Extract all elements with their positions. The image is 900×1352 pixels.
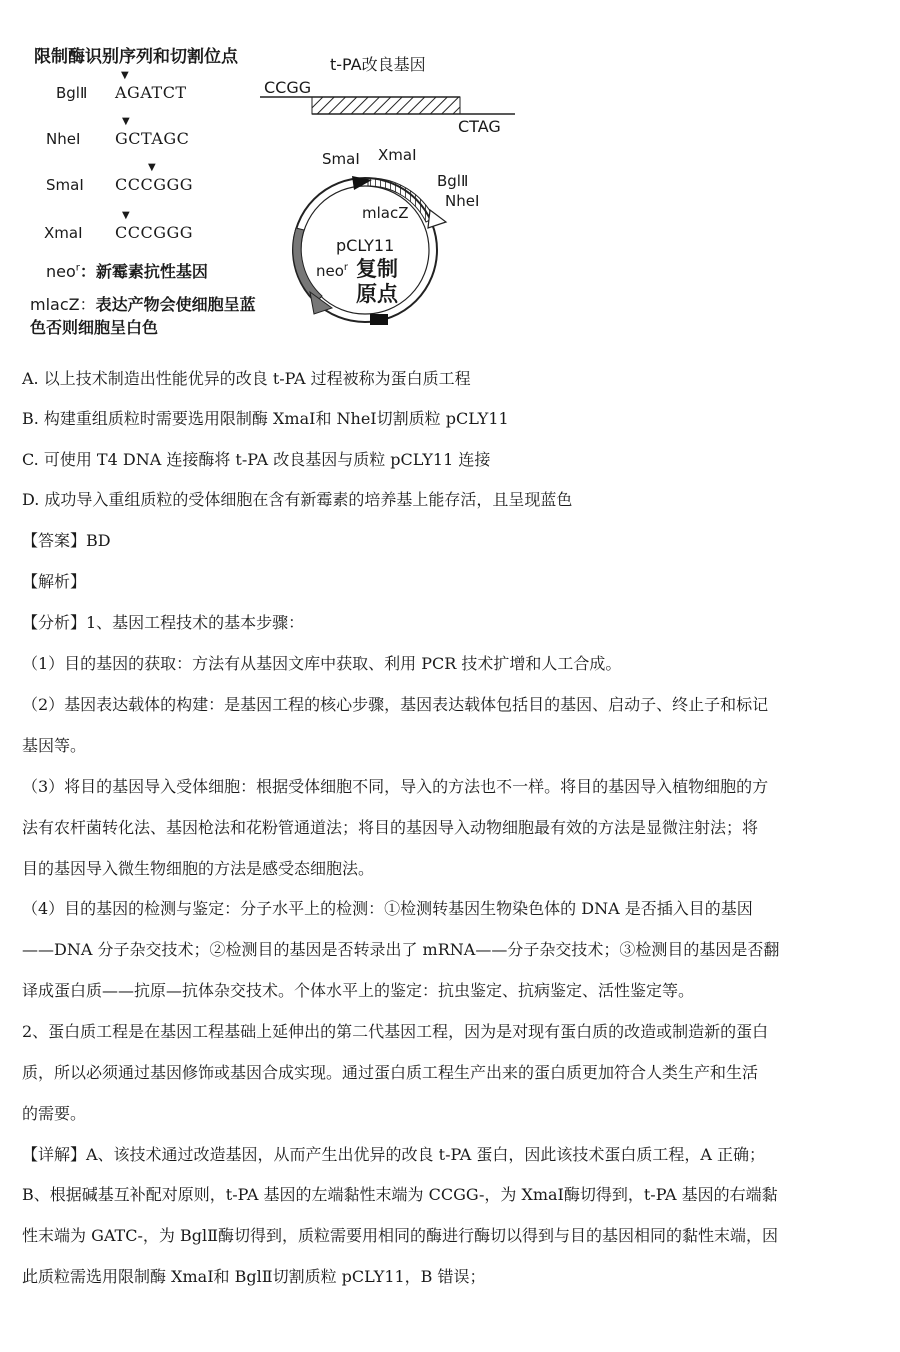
- body-line: （1）目的基因的获取：方法有从基因文库中获取、利用 PCR 技术扩增和人工合成。: [22, 654, 622, 673]
- mlacz-legend-desc-1: 表达产物会使细胞呈蓝: [95, 295, 256, 314]
- enzyme-name-xma: XmaⅠ: [44, 224, 83, 242]
- cut-site-marker: ▼: [121, 70, 129, 81]
- option-d: D. 成功导入重组质粒的受体细胞在含有新霉素的培养基上能存活，且呈现蓝色: [22, 490, 573, 509]
- plasmid-name: pCLY11: [336, 236, 395, 255]
- body-line: （3）将目的基因导入受体细胞：根据受体细胞不同，导入的方法也不一样。将目的基因导入植物细胞的方: [22, 777, 769, 796]
- plasmid-label-bgl: BglⅡ: [437, 172, 469, 190]
- mlacz-legend-desc-2: 色否则细胞呈白色: [30, 318, 159, 337]
- enzyme-sequence-xma: CCCGGG: [115, 223, 194, 242]
- cut-site-marker: ▼: [122, 210, 130, 221]
- plasmid-neo-text: neo: [316, 262, 344, 280]
- cut-site-marker: ▼: [148, 162, 156, 173]
- gene-body: [312, 97, 460, 114]
- neo-legend-desc: ：新霉素抗性基因: [79, 262, 208, 281]
- body-line: 2、蛋白质工程是在基因工程基础上延伸出的第二代基因工程，因为是对现有蛋白质的改造或制造新的蛋白: [22, 1022, 769, 1041]
- enzyme-name-bgl: BglⅡ: [56, 84, 88, 102]
- body-line: B、根据碱基互补配对原则，t-PA 基因的左端黏性末端为 CCGG-，为 XmaⅠ酶切得到，t-PA 基因的右端黏: [22, 1185, 778, 1204]
- plasmid-diagram: [270, 140, 520, 340]
- enzyme-sequence-bgl: AGATCT: [115, 83, 187, 102]
- neo-legend-sup: r: [75, 262, 80, 274]
- enzyme-sequence-sma: CCCGGG: [115, 175, 194, 194]
- body-line: 目的基因导入微生物细胞的方法是感受态细胞法。: [22, 859, 375, 878]
- body-line: 此质粒需选用限制酶 XmaⅠ和 BglⅡ切割质粒 pCLY11，B 错误；: [22, 1267, 486, 1286]
- plasmid-label-sma: SmaⅠ: [322, 150, 360, 168]
- body-line: （4）目的基因的检测与鉴定：分子水平上的检测：①检测转基因生物染色体的 DNA 是否插入目的基因: [22, 899, 753, 918]
- body-line: 质，所以必须通过基因修饰或基因合成实现。通过蛋白质工程生产出来的蛋白质更加符合人类生产和生活: [22, 1063, 759, 1082]
- neo-legend: [46, 259, 208, 282]
- plasmid-neo-sup: r: [343, 262, 349, 273]
- body-line: 【详解】A、该技术通过改造基因，从而产生出优异的改良 t-PA 蛋白，因此该技术蛋白质工程，A 正确；: [22, 1145, 766, 1164]
- plasmid-ori-line1: 复制: [356, 257, 398, 281]
- option-b: B. 构建重组质粒时需要选用限制酶 XmaⅠ和 NheⅠ切割质粒 pCLY11: [22, 409, 509, 428]
- enzyme-name-nhe: NheⅠ: [46, 130, 81, 148]
- body-line: ——DNA 分子杂交技术；②检测目的基因是否转录出了 mRNA——分子杂交技术；③检测目的基因是否翻: [22, 940, 780, 959]
- figure-left-title: 限制酶识别序列和切割位点: [34, 47, 238, 67]
- body-line: 性末端为 GATC-，为 BglⅡ酶切得到，质粒需要用相同的酶进行酶切以得到与目的基因相同的黏性末端，因: [22, 1226, 778, 1245]
- answer-line: 【答案】BD: [22, 531, 111, 550]
- body-line: 法有农杆菌转化法、基因枪法和花粉管通道法；将目的基因导入动物细胞最有效的方法是显微注射法；将: [22, 818, 759, 837]
- body-line: 的需要。: [22, 1104, 87, 1123]
- enzyme-sequence-nhe: GCTAGC: [115, 129, 190, 148]
- plasmid-label-nhe: NheⅠ: [445, 192, 480, 210]
- plasmid-label-xma: XmaⅠ: [378, 146, 417, 164]
- analysis-header: 【解析】: [22, 572, 87, 591]
- plasmid-ori-line2: 原点: [356, 282, 398, 306]
- mlacz-arrowhead: [428, 210, 446, 228]
- cut-site-marker: ▼: [122, 116, 130, 127]
- gene-title: t-PA改良基因: [330, 55, 426, 74]
- body-line: （2）基因表达载体的构建：是基因工程的核心步骤，基因表达载体包括目的基因、启动子、终止子和标记: [22, 695, 769, 714]
- mlacz-legend-label: mlacZ：: [30, 295, 96, 314]
- body-line: 【分析】1、基因工程技术的基本步骤：: [22, 613, 305, 632]
- enzyme-name-sma: SmaⅠ: [46, 176, 84, 194]
- gene-right-end: CTAG: [458, 117, 501, 136]
- option-c: C. 可使用 T4 DNA 连接酶将 t-PA 改良基因与质粒 pCLY11 连接: [22, 450, 491, 469]
- body-line: 译成蛋白质——抗原—抗体杂交技术。个体水平上的鉴定：抗虫鉴定、抗病鉴定、活性鉴定等。: [22, 981, 695, 1000]
- plasmid-label-mlacz: mlacZ: [362, 204, 409, 222]
- neo-legend-label: neo: [46, 262, 76, 281]
- option-a: A. 以上技术制造出性能优异的改良 t-PA 过程被称为蛋白质工程: [22, 369, 471, 388]
- tpa-gene-diagram: [260, 80, 520, 130]
- body-line: 基因等。: [22, 736, 87, 755]
- mlacz-legend: [30, 293, 256, 339]
- plasmid-ori-label: [356, 257, 398, 307]
- gene-left-end: CCGG: [264, 78, 312, 97]
- plasmid-label-neo: [316, 262, 348, 280]
- ori-block: [370, 314, 388, 325]
